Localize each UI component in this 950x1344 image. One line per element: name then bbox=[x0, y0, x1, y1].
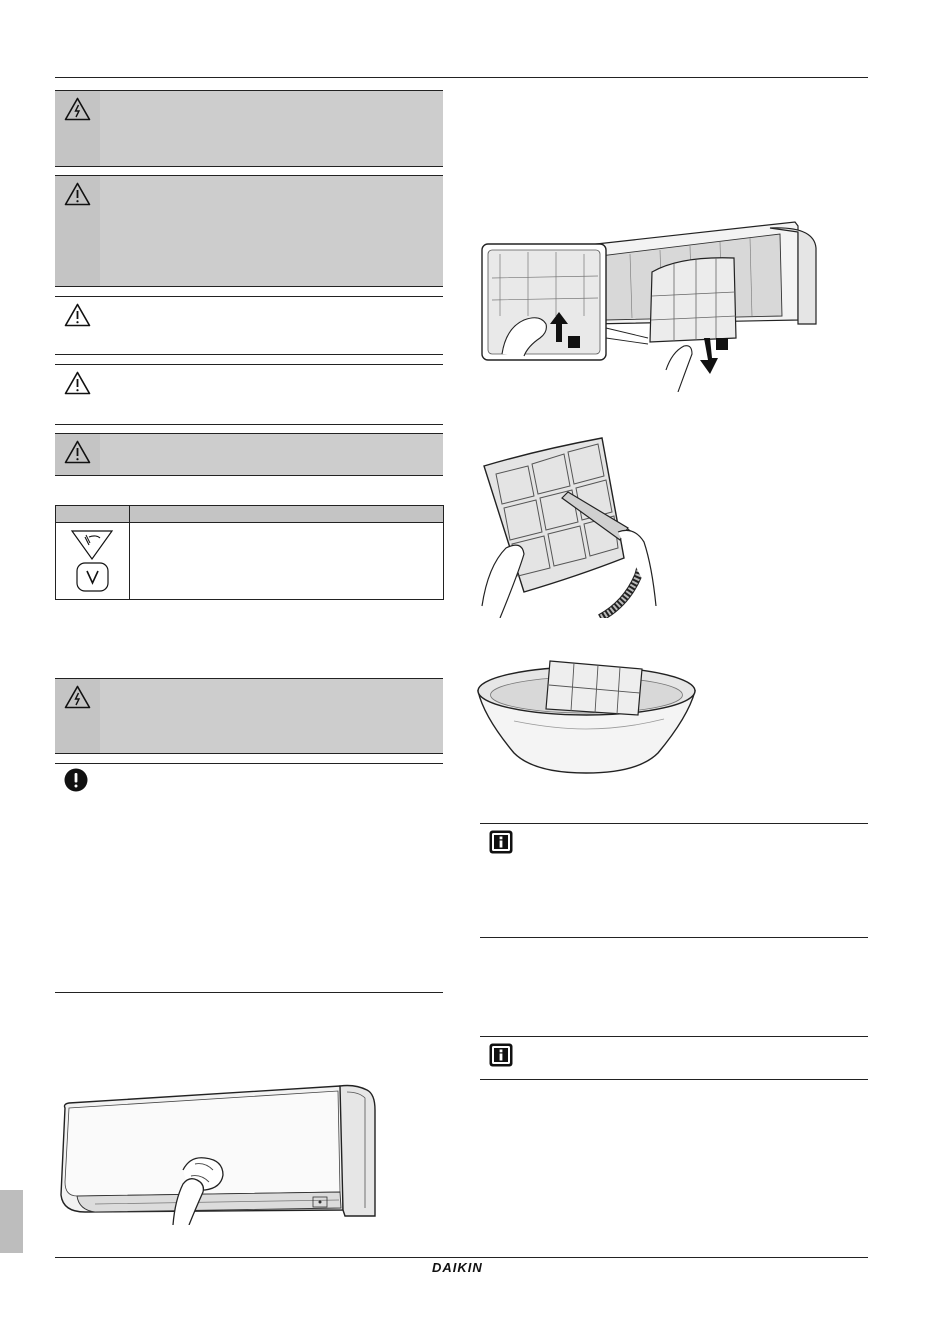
information-icon bbox=[489, 1043, 513, 1067]
icon-column bbox=[55, 365, 100, 424]
notice-icon bbox=[64, 768, 88, 792]
wipe-symbol-icon bbox=[72, 531, 112, 559]
indoor-unit-wiping-illustration bbox=[55, 1080, 380, 1225]
notice-rule-top bbox=[55, 763, 443, 764]
air-filter-removal-illustration bbox=[480, 220, 820, 392]
caution-box-3 bbox=[55, 364, 443, 425]
symbol-header-cell bbox=[56, 506, 130, 523]
electric-warning-icon bbox=[64, 685, 91, 709]
filter-washing-illustration bbox=[474, 655, 699, 775]
icon-column bbox=[55, 434, 100, 475]
icon-column bbox=[55, 679, 100, 753]
electric-warning-box-1 bbox=[55, 90, 443, 167]
notice-rule-bottom bbox=[55, 992, 443, 993]
filter-vacuuming-illustration bbox=[478, 436, 662, 618]
caution-icon bbox=[64, 440, 91, 464]
side-section-tab bbox=[0, 1190, 23, 1253]
caution-icon bbox=[64, 303, 91, 327]
symbol-table-row bbox=[56, 523, 444, 600]
electric-warning-icon bbox=[64, 97, 91, 121]
icon-column bbox=[55, 176, 100, 286]
footer-rule bbox=[55, 1257, 868, 1258]
symbol-pictograms bbox=[56, 523, 129, 599]
electric-warning-box-2 bbox=[55, 678, 443, 754]
caution-icon bbox=[64, 371, 91, 395]
vacuum-cleaner-symbol-icon bbox=[77, 563, 108, 591]
information-box-1 bbox=[480, 823, 868, 938]
information-box-2 bbox=[480, 1036, 868, 1080]
icon-column bbox=[55, 91, 100, 166]
explanation-header-cell bbox=[130, 506, 444, 523]
caution-icon bbox=[64, 182, 91, 206]
caution-box-4 bbox=[55, 433, 443, 476]
explanation-cell bbox=[130, 523, 444, 600]
symbol-table-header bbox=[56, 506, 444, 523]
symbol-cell bbox=[56, 523, 130, 600]
caution-box-1 bbox=[55, 175, 443, 287]
header-rule bbox=[55, 77, 868, 78]
icon-column bbox=[55, 297, 100, 354]
daikin-logo: DAIKIN bbox=[432, 1260, 483, 1275]
information-icon bbox=[489, 830, 513, 854]
caution-box-2 bbox=[55, 296, 443, 355]
symbol-table bbox=[55, 505, 444, 600]
